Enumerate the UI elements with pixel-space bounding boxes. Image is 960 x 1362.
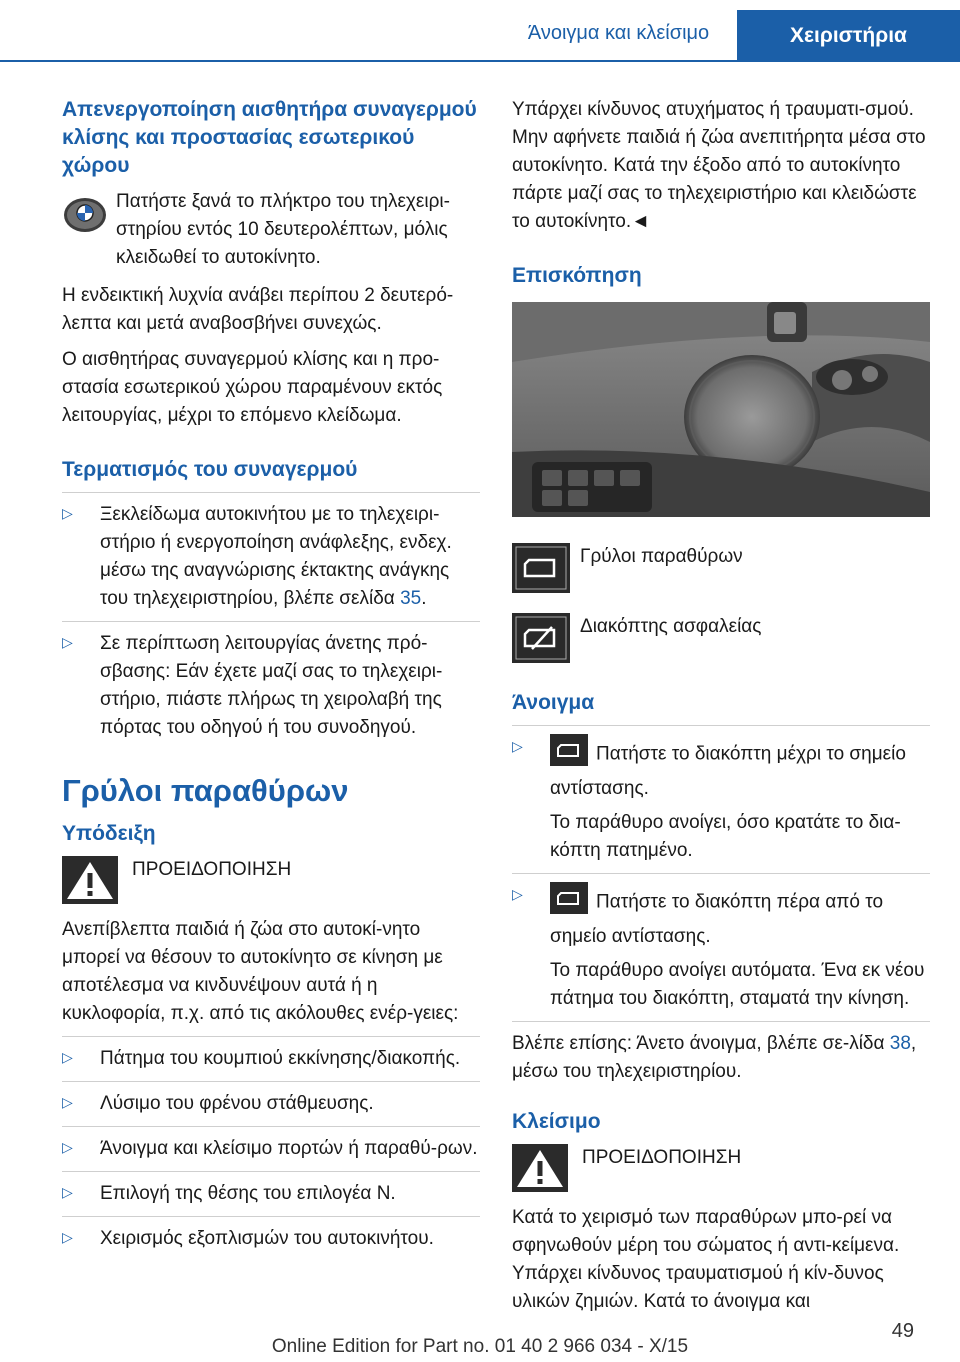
list-item: ▷ Ξεκλείδωμα αυτοκινήτου με το τηλεχειρι-στήριο ή ενεργοποίηση ανάφλεξης, ενδεχ. μέσω της αναγνώρισης έκτακτης ανάγκης του τηλεχειριστηρίου, βλέπε σελίδα 35. (62, 504, 452, 609)
list-item: ▷ Χειρισμός εξοπλισμών του αυτοκινήτου. (62, 1216, 480, 1253)
list-item: ▷ Άνοιγμα και κλείσιμο πορτών ή παραθύ-ρων. (62, 1126, 480, 1163)
triangle-right-icon: ▷ (62, 634, 73, 650)
triangle-right-icon: ▷ (512, 886, 523, 902)
section-tab: Άνοιγμα και κλείσιμο (527, 22, 710, 44)
deactivate-text-2: Η ενδεικτική λυχνία ανάβει περίπου 2 δευτερό-λεπτα και μετά αναβοσβήνει συνεχώς. (62, 285, 454, 334)
window-switch-icon (550, 882, 588, 923)
edition-line: Online Edition for Part no. 01 40 2 966 034 - X/15 (271, 1336, 689, 1357)
triangle-right-icon: ▷ (62, 1094, 73, 1110)
page-link-35[interactable]: 35 (400, 588, 422, 609)
close-warning-text: Κατά το χειρισμό των παραθύρων μπο-ρεί να σφηνωθούν μέρη του σώματος ή αντι-κείμενα. Υπάρχει κίνδυνος τραυματισμού ή κίν-δυνος υλικών ζημιών. Κατά το άνοιγμα και (512, 1207, 900, 1312)
hint-list (62, 1036, 480, 1253)
list-item: ▷ Πατήστε το διακόπτη πέρα από το σημείο αντίστασης. Το παράθυρο ανοίγει αυτόματα. Ένα εκ νέου πάτημα του διακόπτη, σταματά την κίνηση. (512, 873, 930, 1013)
page-number: 49 (891, 1320, 914, 1342)
window-switch-icon (512, 535, 570, 602)
warning-triangle-icon (62, 856, 118, 913)
alarm-end-list (62, 501, 480, 742)
heading-overview: Επισκόπηση (512, 264, 642, 287)
list-item: ▷ Επιλογή της θέσης του επιλογέα N. (62, 1171, 480, 1208)
heading-open: Άνοιγμα (512, 691, 595, 714)
divider (62, 492, 480, 493)
label-safety-switch: Διακόπτης ασφαλείας (580, 616, 762, 637)
triangle-right-icon: ▷ (62, 1139, 73, 1155)
heading-deactivate: Απενεργοποίηση αισθητήρα συναγερμού κλίσης και προστασίας εσωτερικού χώρου (62, 98, 477, 177)
deactivate-text-3: Ο αισθητήρας συναγερμού κλίσης και η προ-στασία εσωτερικού χώρου παραμένουν εκτός λειτουργίας, μέχρι το επόμενο κλείδωμα. (62, 349, 443, 426)
bmw-key-icon (62, 192, 108, 247)
warning-block (62, 856, 480, 916)
heading-hint: Υπόδειξη (62, 822, 156, 845)
chapter-tab: Χειριστήρια (737, 10, 960, 62)
triangle-right-icon: ▷ (62, 1049, 73, 1065)
page-link-38[interactable]: 38 (889, 1033, 911, 1054)
window-switch-icon (550, 734, 588, 775)
overview-window-lifters (512, 535, 930, 597)
warning-block-close (512, 1144, 930, 1204)
right-column (512, 96, 930, 1324)
list-item: ▷ Λύσιμο του φρένου στάθμευσης. (62, 1081, 480, 1118)
safety-switch-icon (512, 605, 570, 672)
divider (512, 725, 930, 726)
triangle-right-icon: ▷ (512, 738, 523, 754)
door-panel-photo (512, 302, 930, 517)
list-item: ▷ Πατήστε το διακόπτη μέχρι το σημείο αντίστασης. Το παράθυρο ανοίγει, όσο κρατάτε το δια-κόπτη πατημένο. (512, 734, 930, 865)
triangle-right-icon: ▷ (62, 505, 73, 521)
label-window-lifters: Γρύλοι παραθύρων (580, 546, 743, 567)
open-list (512, 734, 930, 1013)
triangle-right-icon: ▷ (62, 1184, 73, 1200)
triangle-right-icon: ▷ (62, 1229, 73, 1245)
list-item: ▷ Πάτημα του κουμπιού εκκίνησης/διακοπής. (62, 1036, 480, 1073)
page-header (0, 0, 960, 62)
page-footer (0, 1320, 960, 1362)
warning-label: ΠΡΟΕΙΔΟΠΟΙΗΣΗ (582, 1147, 742, 1168)
warning-continued: Υπάρχει κίνδυνος ατυχήματος ή τραυματι-σμού. Μην αφήνετε παιδιά ή ζώα ανεπιτήρητα μέσα στο αυτοκίνητο. Κατά την έξοδο από το αυτοκίνητο πάρτε μαζί σας το τηλεχειριστήριο και κλειδώστε το αυτοκίνητο.◄ (512, 99, 926, 232)
heading-close: Κλείσιμο (512, 1110, 601, 1133)
deactivate-step (62, 188, 480, 272)
heading-window-lifters: Γρύλοι παραθύρων (62, 773, 349, 808)
warning-label: ΠΡΟΕΙΔΟΠΟΙΗΣΗ (132, 859, 292, 880)
deactivate-text-1: Πατήστε ξανά το πλήκτρο του τηλεχειρι-στηρίου εντός 10 δευτερολέπτων, μόλις κλειδωθεί το αυτοκίνητο. (116, 191, 450, 268)
warning-text: Ανεπίβλεπτα παιδιά ή ζώα στο αυτοκί-νητο μπορεί να θέσουν το αυτοκίνητο σε κίνηση με αποτέλεσμα να κινδυνέψουν αυτά ή η κυκλοφορία, π.χ. από τις ακόλουθες ενέρ-γειες: (62, 919, 459, 1024)
left-column (62, 96, 480, 1261)
list-item: ▷ Σε περίπτωση λειτουργίας άνετης πρό-σβασης: Εάν έχετε μαζί σας το τηλεχειρι-στήριο, πιάστε πλήρως τη χειρολαβή της πόρτας του οδηγού ή του συνοδηγού. (62, 621, 480, 742)
warning-triangle-icon (512, 1144, 568, 1201)
see-also-text: Βλέπε επίσης: Άνετο άνοιγμα, βλέπε σε-λίδα 38, μέσω του τηλεχειριστηρίου. (512, 1021, 930, 1086)
header-rule (0, 60, 960, 62)
overview-safety-switch (512, 605, 930, 667)
heading-alarm-end: Τερματισμός του συναγερμού (62, 458, 358, 481)
